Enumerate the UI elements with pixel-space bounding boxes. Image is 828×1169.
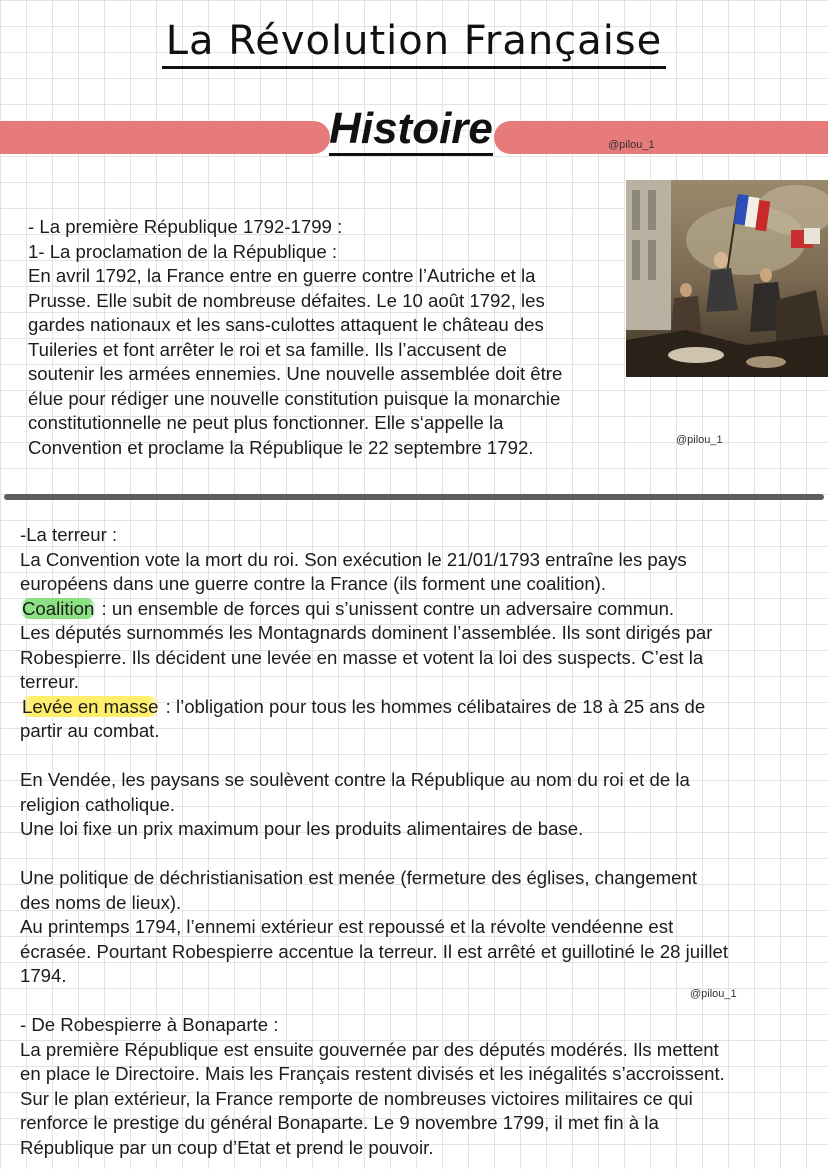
section-robespierre-bonaparte <box>20 1013 820 1160</box>
section2-line: terreur. <box>20 671 79 692</box>
section2-line: européens dans une guerre contre la France (ils forment une coalition). <box>20 573 607 594</box>
page-title <box>0 18 828 69</box>
banner-right <box>494 121 828 154</box>
section2-line: Les députés surnommés les Montagnards dominent l’assemblée. Ils sont dirigés par <box>20 622 713 643</box>
author-tag-section2: @pilou_1 <box>690 988 737 1000</box>
paragraph-gap <box>20 744 820 769</box>
section1-line: En avril 1792, la France entre en guerre contre l’Autriche et la <box>28 265 536 286</box>
levee-definition-continued: partir au combat. <box>20 720 160 741</box>
revolution-painting-image <box>626 180 828 377</box>
page-title-text: La Révolution Française <box>162 18 667 69</box>
section2-line: écrasée. Pourtant Robespierre accentue la terreur. Il est arrêté et guillotiné le 28 juillet <box>20 940 728 962</box>
section1-subheading: 1- La proclamation de la République : <box>28 240 338 262</box>
section-divider <box>4 494 824 500</box>
section2-line: des noms de lieux). <box>20 891 182 913</box>
section2-line: En Vendée, les paysans se soulèvent contre la République au nom du roi et de la <box>20 769 690 790</box>
levee-definition-text: : l’obligation pour tous les hommes célibataires de 18 à 25 ans de <box>160 695 706 717</box>
subject-heading <box>326 104 496 154</box>
subject-heading-text: Histoire <box>329 104 493 156</box>
section3-line: La première République est ensuite gouvernée par des députés modérés. Ils mettent <box>20 1038 719 1060</box>
section2-line: 1794. <box>20 965 67 986</box>
section2-line: Au printemps 1794, l’ennemi extérieur est repoussé et la révolte vendéenne est <box>20 916 674 937</box>
section-terreur <box>20 523 820 989</box>
section2-line: Robespierre. Ils décident une levée en masse et votent la loi des suspects. C’est la <box>20 646 704 668</box>
section1-heading: - La première République 1792-1799 : <box>28 216 343 237</box>
section2-line: Une politique de déchristianisation est menée (fermeture des églises, changement <box>20 867 697 888</box>
section3-line: en place le Directoire. Mais les Français restent divisés et les inégalités s’accroissent. <box>20 1063 725 1084</box>
section1-line: Tuileries et font arrêter le roi et sa famille. Ils l’accusent de <box>28 338 507 360</box>
section1-line: Prusse. Elle subit de nombreuse défaites. Le 10 août 1792, les <box>28 289 545 311</box>
section1-line: constitutionnelle ne peut plus fonctionner. Elle s‘appelle la <box>28 412 504 433</box>
section2-line: La Convention vote la mort du roi. Son exécution le 21/01/1793 entraîne les pays <box>20 548 687 570</box>
section1-line: Convention et proclame la République le 22 septembre 1792. <box>28 436 534 458</box>
section1-line: gardes nationaux et les sans-culottes attaquent le château des <box>28 314 544 335</box>
levee-definition <box>20 695 820 720</box>
section1-line: élue pour rédiger une nouvelle constitution puisque la monarchie <box>28 387 561 409</box>
section2-line: Une loi fixe un prix maximum pour les produits alimentaires de base. <box>20 818 584 839</box>
section1-line: soutenir les armées ennemies. Une nouvelle assemblée doit être <box>28 363 563 384</box>
paragraph-gap <box>20 842 820 867</box>
section3-line: Sur le plan extérieur, la France remporte de nombreuses victoires militaires ce qui <box>20 1087 693 1109</box>
section3-heading: - De Robespierre à Bonaparte : <box>20 1014 279 1035</box>
levee-term-highlight: Levée en masse <box>22 695 159 717</box>
coalition-definition-text: : un ensemble de forces qui s’unissent contre un adversaire commun. <box>96 597 675 619</box>
section3-line: République par un coup d’Etat et prend le pouvoir. <box>20 1136 434 1158</box>
author-tag-header: @pilou_1 <box>608 139 655 151</box>
section3-line: renforce le prestige du général Bonaparte. Le 9 novembre 1799, il met fin à la <box>20 1112 659 1133</box>
banner-left <box>0 121 330 154</box>
section2-line: religion catholique. <box>20 793 176 815</box>
section-premiere-republique <box>28 215 626 460</box>
author-tag-image: @pilou_1 <box>676 434 723 446</box>
coalition-term-highlight: Coalition <box>22 597 95 619</box>
section2-heading: -La terreur : <box>20 524 118 545</box>
coalition-definition <box>20 597 820 622</box>
